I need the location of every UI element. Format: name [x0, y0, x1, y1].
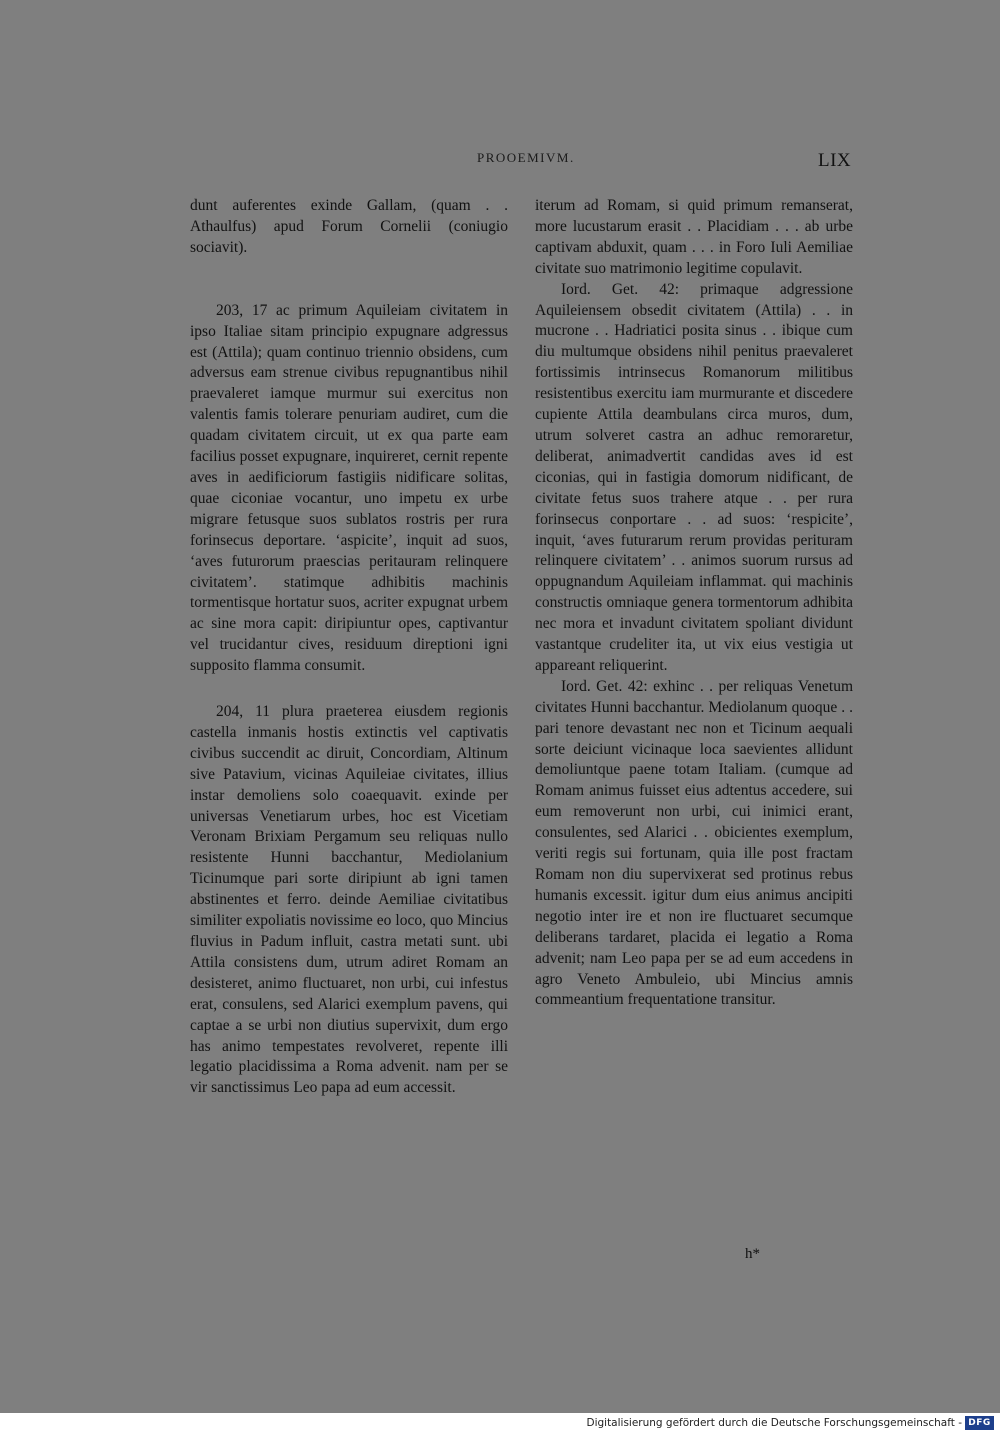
left-paragraph-1: dunt auferentes exinde Gallam, (quam . . Athaulfus) apud Forum Cornelii (coniugio sociavit). — [190, 197, 508, 256]
right-column — [535, 196, 853, 1011]
right-paragraph-3: Iord. Get. 42: exhinc . . per reliquas Venetum civitates Hunni bacchantur. Mediolanum quoque . . pari tenore devastant nec non et Ticinum aequali sorte deiciunt vicinaque loca saevientes allidunt demoliuntque paene totam Italiam. (cumque ad Romam animus fuisset eius adtentus accedere, sui eum removerunt non urbi, cui inimici erant, consulentes, sed Alarici . . obicientes exemplum, veriti regis sui fortunam, quia ille post fractam Romam non diu supervixerat sed protinus rebus humanis excessit. igitur dum eius animus ancipiti negotio inter ire et non ire fluctuaret secumque deliberans tardaret, placida ei legatio a Roma advenit; nam Leo papa per se ad eum accedens in agro Veneto Ambuleio, ubi Mincius amnis commeantium frequentatione transitur. — [535, 677, 853, 1009]
left-paragraph-3: 204, 11 plura praeterea eiusdem regionis castella inmanis hostis extinctis vel captivatis civibus succendit ac diruit, Concordiam, Altinum sive Patavium, vicinas Aquileiae civitates, illius instar demoliens solo coaequavit. exinde per universas Venetiarum urbes, hoc est Vicetiam Veronam Brixiam Pergamum seu reliquas nullo resistente Hunni bacchantur, Mediolanium Ticinumque pari sorte diripiunt ab igni tamen abstinentes et ferro. deinde Aemiliae civitatibus similiter expoliatis novissime eo loco, quo Mincius fluvius in Padum influit, castra metati sunt. ubi Attila consistens dum, utrum adiret Romam an desisteret, animo fluctuaret, non urbi, cui infestus erat, consulens, sed Alarici exemplum pavens, qui captae a se urbi non diutius supervixit, dum ergo has animo tempestates revolveret, repente illi legatio placidissima a Roma advenit. nam per se vir sanctissimus Leo papa ad eum accessit. — [190, 703, 508, 1097]
paragraph-gap — [190, 677, 508, 702]
right-paragraph-2: Iord. Get. 42: primaque adgressione Aquileiensem obsedit civitatem (Attila) . . in mucrone . . Hadriatici posita sinus . . ibique cum diu multumque obsidens nihil penitus praevaleret fortissimis intrinsecus Romanorum militibus resistentibus exercitu iam murmurante et discedere cupiente Attila deambulans circa muros, dum, utrum solveret castra an adhuc remoraretur, deliberat, animadvertit candidas aves id est ciconias, qui in fastigia domorum nidificant, de civitate fetus suos trahere atque . . per rura forinsecus conportare . . ad suos: ‘respicite’, inquit, ‘aves futurarum rerum providas perituram relinquere civitatem’ . . animos suorum rursus ad oppugnandum Aquileiam inflammat. qui machinis constructis omniaque genera tormentorum adhibita nec mora et invadunt civitatem spoliant dividunt vastantque crudeliter ita, ut vix eius vestigia ut appareant reliquerint. — [535, 280, 853, 674]
footer-bar — [0, 1413, 1000, 1434]
page-number: LIX — [818, 150, 852, 171]
funding-note: Digitalisierung gefördert durch die Deutsche Forschungsgemeinschaft - — [586, 1417, 962, 1429]
running-title: PROOEMIVM. — [477, 150, 575, 165]
signature-mark: h* — [745, 1246, 760, 1262]
right-paragraph-1: iterum ad Romam, si quid primum remanserat, more lucustarum erasit . . Placidiam . . . ab urbe captivam abduxit, quam . . . in Foro Iuli Aemiliae civitate suo matrimonio legitime copulavit. — [535, 197, 853, 277]
left-paragraph-2: 203, 17 ac primum Aquileiam civitatem in ipso Italiae sitam principio expugnare adgressus est (Attila); quam continuo triennio obsidens, cum adversus eam strenue civibus repugnantibus nihil praevaleret iamque murmur sui exercitus non valentis famis tolerare penuriam audiret, cum die quadam civitatem circuit, ut ex qua parte eam facilius posset expugnare, inquireret, cernit repente aves in aedificiorum fastigiis nidificare solitas, quae ciconiae vocantur, uno impetu ex urbe migrare fetusque suos sublatos rostris per rura forinsecus deportare. ‘aspicite’, inquit ad suos, ‘aves futurorum praescias peritauram relinquere civitatem’. statimque adhibitis machinis tormentisque hortatur suos, acriter expugnat urbem ac sine mora capit: diripiuntur opes, captivantur vel trucidantur cives, residuum direptioni igni supposito flamma consumit. — [190, 301, 508, 675]
left-column — [190, 196, 508, 1099]
dfg-logo-icon[interactable]: DFG — [965, 1416, 994, 1430]
paragraph-gap — [190, 259, 508, 301]
